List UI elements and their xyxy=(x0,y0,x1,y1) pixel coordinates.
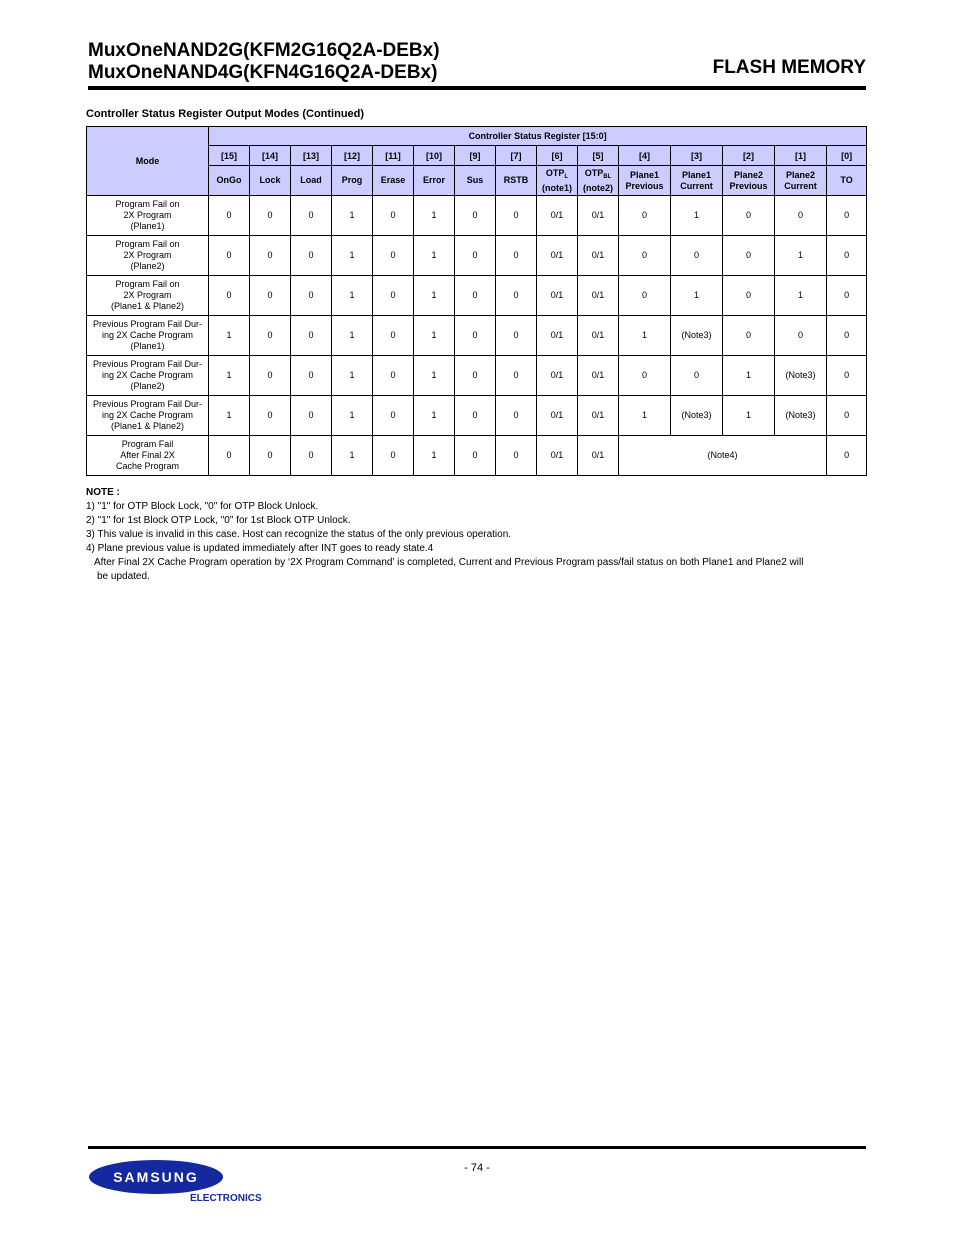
bit-header: [6] xyxy=(537,146,578,166)
otpl-label: OTP xyxy=(545,167,565,178)
table-cell: 1 xyxy=(209,396,250,436)
table-cell: 0/1 xyxy=(578,196,619,236)
bit-header: [15] xyxy=(209,146,250,166)
table-cell: 0 xyxy=(373,396,414,436)
status-register-table xyxy=(86,126,867,476)
table-cell: 0 xyxy=(496,316,537,356)
table-cell: 0 xyxy=(775,196,827,236)
plane2-previous-line2: Previous xyxy=(729,180,768,191)
otpbl-label: OTP xyxy=(584,167,604,178)
otpl-note: (note1) xyxy=(542,182,572,193)
table-cell: 0 xyxy=(250,396,291,436)
table-cell: 0/1 xyxy=(537,316,578,356)
row-mode: Previous Program Fail Dur- ing 2X Cache Program (Plane1) xyxy=(87,316,209,356)
logo-wordmark: SAMSUNG xyxy=(113,1169,199,1185)
plane1-previous-line2: Previous xyxy=(625,180,664,191)
field-ongo: OnGo xyxy=(209,166,250,196)
note-2: 2) "1" for 1st Block OTP Lock, "0" for 1st Block OTP Unlock. xyxy=(86,515,351,526)
table-row xyxy=(87,356,867,396)
bit-header: [9] xyxy=(455,146,496,166)
plane2-current-line1: Plane2 xyxy=(785,169,816,180)
row-mode: Previous Program Fail Dur- ing 2X Cache Program (Plane1 & Plane2) xyxy=(87,396,209,436)
table-cell: 0 xyxy=(671,236,723,276)
note-1: 1) "1" for OTP Block Lock, "0" for OTP Block Unlock. xyxy=(86,501,319,512)
field-plane2-current xyxy=(775,166,827,196)
table-cell: 1 xyxy=(332,196,373,236)
title-line-2: MuxOneNAND4G(KFN4G16Q2A-DEBx) xyxy=(88,62,438,83)
table-cell: 0 xyxy=(496,236,537,276)
table-cell: 1 xyxy=(414,276,455,316)
table-cell: 0 xyxy=(291,356,332,396)
note-4-continued-2: be updated. xyxy=(97,571,150,582)
table-body xyxy=(87,196,867,436)
notes xyxy=(86,486,866,584)
table-cell: 1 xyxy=(414,356,455,396)
field-plane1-current xyxy=(671,166,723,196)
bit-header: [3] xyxy=(671,146,723,166)
row-mode: Program Fail on 2X Program (Plane1) xyxy=(87,196,209,236)
table-cell: 1 xyxy=(619,396,671,436)
table-cell: 0 xyxy=(496,436,537,476)
bit-header: [7] xyxy=(496,146,537,166)
table-cell: 0 xyxy=(250,276,291,316)
field-sus: Sus xyxy=(455,166,496,196)
table-cell: 0 xyxy=(209,436,250,476)
table-cell: 0 xyxy=(827,316,867,356)
field-prog: Prog xyxy=(332,166,373,196)
table-cell: 1 xyxy=(209,316,250,356)
table-cell: (Note3) xyxy=(775,396,827,436)
header-rule xyxy=(88,86,866,90)
table-cell: 0 xyxy=(373,276,414,316)
field-otpl xyxy=(537,166,578,196)
table-cell: 0 xyxy=(496,196,537,236)
field-otpbl xyxy=(578,166,619,196)
table-cell: 0 xyxy=(250,436,291,476)
field-error: Error xyxy=(414,166,455,196)
bit-header: [12] xyxy=(332,146,373,166)
table-cell: 1 xyxy=(671,276,723,316)
table-cell: 0 xyxy=(373,356,414,396)
table-cell: 0/1 xyxy=(578,356,619,396)
table-cell: 0 xyxy=(827,396,867,436)
bit-header: [0] xyxy=(827,146,867,166)
table-cell: 0 xyxy=(250,316,291,356)
table-cell: 1 xyxy=(332,436,373,476)
table-cell: 0 xyxy=(619,236,671,276)
table-cell: 0 xyxy=(373,436,414,476)
table-row xyxy=(87,396,867,436)
table-cell: 0 xyxy=(209,196,250,236)
table-cell: 0 xyxy=(671,356,723,396)
table-cell: 0 xyxy=(496,396,537,436)
table-cell: 1 xyxy=(332,316,373,356)
field-rstb: RSTB xyxy=(496,166,537,196)
table-cell: 1 xyxy=(671,196,723,236)
table-cell: 0 xyxy=(455,236,496,276)
merged-cell: (Note4) xyxy=(619,436,827,476)
table-cell: 0 xyxy=(250,356,291,396)
table-cell: 0 xyxy=(619,356,671,396)
table-cell: 1 xyxy=(775,236,827,276)
table-cell: 1 xyxy=(414,196,455,236)
row-mode: Program Fail on 2X Program (Plane2) xyxy=(87,236,209,276)
table-cell: 0 xyxy=(373,316,414,356)
table-cell: 0 xyxy=(619,276,671,316)
table-cell: 0 xyxy=(455,396,496,436)
table-cell: 1 xyxy=(209,356,250,396)
table-cell: 0 xyxy=(209,276,250,316)
table-cell: 0 xyxy=(827,436,867,476)
plane1-current-line2: Current xyxy=(680,180,713,191)
samsung-logo xyxy=(88,1158,228,1198)
table-row xyxy=(87,316,867,356)
table-cell: 1 xyxy=(414,316,455,356)
table-cell: 0 xyxy=(455,316,496,356)
otpbl-subscript: BL xyxy=(603,173,612,180)
table-cell: 0/1 xyxy=(578,436,619,476)
row-mode: Program Fail on 2X Program (Plane1 & Plane2) xyxy=(87,276,209,316)
otpl-subscript: L xyxy=(564,173,569,180)
table-cell: 0 xyxy=(496,356,537,396)
plane1-current-line1: Plane1 xyxy=(681,169,712,180)
table-row xyxy=(87,196,867,236)
table-cell: 0 xyxy=(775,316,827,356)
table-cell: 1 xyxy=(775,276,827,316)
header-category: FLASH MEMORY xyxy=(712,57,866,78)
table-cell: 0 xyxy=(291,196,332,236)
bit-header: [14] xyxy=(250,146,291,166)
field-load: Load xyxy=(291,166,332,196)
bit-header: [2] xyxy=(723,146,775,166)
plane2-current-line2: Current xyxy=(784,180,817,191)
field-plane1-previous xyxy=(619,166,671,196)
table-cell: (Note3) xyxy=(671,316,723,356)
table-cell: 1 xyxy=(332,276,373,316)
field-lock: Lock xyxy=(250,166,291,196)
otpbl-note: (note2) xyxy=(583,182,613,193)
note-4-continued: After Final 2X Cache Program operation by ‘2X Program Command’ is completed, Current and Previous Program pass/fail status on both Plane1 and Plane2 will xyxy=(94,557,804,568)
row-mode: Program Fail After Final 2X Cache Program xyxy=(87,436,209,476)
table-cell: 0/1 xyxy=(578,396,619,436)
table-cell: 0/1 xyxy=(537,276,578,316)
table-cell: 1 xyxy=(414,396,455,436)
table-cell: 0/1 xyxy=(537,236,578,276)
table-cell: 1 xyxy=(723,356,775,396)
table-cell: 0 xyxy=(827,356,867,396)
mode-header: Mode xyxy=(87,127,209,196)
bit-header: [4] xyxy=(619,146,671,166)
table-cell: 0/1 xyxy=(578,236,619,276)
note-3: 3) This value is invalid in this case. Host can recognize the status of the only previous operation. xyxy=(86,529,512,540)
table-cell: 0 xyxy=(455,276,496,316)
page-number: - 74 - xyxy=(464,1162,490,1174)
notes-title: NOTE : xyxy=(86,487,120,498)
table-cell: 1 xyxy=(723,396,775,436)
footer-rule xyxy=(88,1146,866,1149)
table-cell: 0 xyxy=(455,356,496,396)
table-cell: 0/1 xyxy=(578,276,619,316)
table-cell: 0/1 xyxy=(537,356,578,396)
table-cell: 0 xyxy=(723,276,775,316)
table-cell: 0/1 xyxy=(537,436,578,476)
table-cell: 1 xyxy=(619,316,671,356)
bit-header: [5] xyxy=(578,146,619,166)
section-title: Controller Status Register Output Modes (Continued) xyxy=(86,108,365,120)
table-cell: 0 xyxy=(723,236,775,276)
bit-header: [1] xyxy=(775,146,827,166)
logo-electronics: ELECTRONICS xyxy=(190,1193,262,1204)
table-cell: 0 xyxy=(827,276,867,316)
table-cell: 0 xyxy=(723,196,775,236)
table-cell: (Note3) xyxy=(671,396,723,436)
plane1-previous-line1: Plane1 xyxy=(629,169,660,180)
table-cell: 0 xyxy=(455,436,496,476)
table-cell: 0 xyxy=(291,316,332,356)
document-title xyxy=(88,40,440,84)
table-cell: 0/1 xyxy=(537,196,578,236)
bit-header: [11] xyxy=(373,146,414,166)
table-cell: 0 xyxy=(496,276,537,316)
table-row xyxy=(87,236,867,276)
table-cell: 0/1 xyxy=(578,316,619,356)
table-cell: 0 xyxy=(619,196,671,236)
table-cell: 0 xyxy=(291,236,332,276)
table-cell: 0 xyxy=(209,236,250,276)
note-4: 4) Plane previous value is updated immediately after INT goes to ready state.4 xyxy=(86,543,434,554)
field-plane2-previous xyxy=(723,166,775,196)
bit-header: [13] xyxy=(291,146,332,166)
table-cell: 0 xyxy=(291,396,332,436)
table-cell: 0 xyxy=(455,196,496,236)
table-cell: 0 xyxy=(250,196,291,236)
table-cell: 1 xyxy=(414,236,455,276)
table-cell: 0 xyxy=(373,236,414,276)
table-cell: 0 xyxy=(250,236,291,276)
field-to: TO xyxy=(827,166,867,196)
table-cell: 0 xyxy=(827,196,867,236)
field-erase: Erase xyxy=(373,166,414,196)
table-cell: 0 xyxy=(827,236,867,276)
table-cell: 0/1 xyxy=(537,396,578,436)
table-cell: 1 xyxy=(414,436,455,476)
table-cell: 0 xyxy=(291,276,332,316)
group-header: Controller Status Register [15:0] xyxy=(209,127,867,146)
table-cell: 1 xyxy=(332,356,373,396)
row-mode: Previous Program Fail Dur- ing 2X Cache Program (Plane2) xyxy=(87,356,209,396)
plane2-previous-line1: Plane2 xyxy=(733,169,764,180)
table-cell: 0 xyxy=(373,196,414,236)
table-cell: 1 xyxy=(332,396,373,436)
table-cell: 1 xyxy=(332,236,373,276)
table-cell: 0 xyxy=(723,316,775,356)
title-line-1: MuxOneNAND2G(KFM2G16Q2A-DEBx) xyxy=(88,40,440,61)
table-cell: (Note3) xyxy=(775,356,827,396)
bit-header: [10] xyxy=(414,146,455,166)
table-cell: 0 xyxy=(291,436,332,476)
table-row xyxy=(87,276,867,316)
